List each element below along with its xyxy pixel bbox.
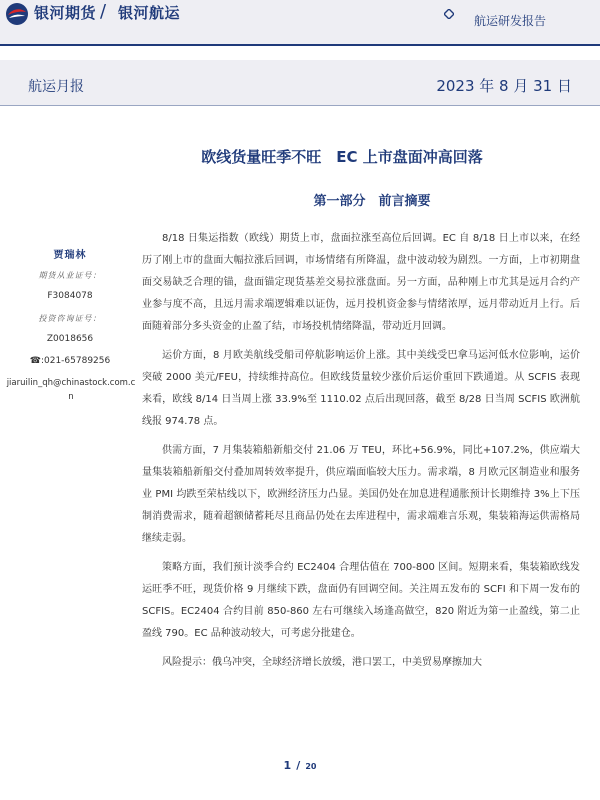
brand-separator: /: [100, 1, 107, 22]
analyst-name: 贾瑞林: [53, 250, 87, 261]
consult-label: 投资咨询证号：: [38, 314, 102, 323]
brand-secondary: 银河航运: [118, 4, 181, 22]
report-series: 航运月报: [28, 79, 84, 95]
section-title: 第一部分 前言摘要: [313, 194, 431, 209]
paragraph-strategy: 策略方面，我们预计淡季合约 EC2404 合理估值在 700-800 区间。短期来看，集装箱欧线发运旺季不旺，现货价格 9 月继续下跌，盘面仍有回调空间。关注周五发布的 SCFI 和下周一发布的 SCFIS。EC2404 合约目前 850-860 左右可继续入场逢高做空，820 附近为第一止盈线，第二止盈线 790。EC 品种波动较大，可考虑分批建仓。: [142, 562, 580, 639]
page-total: 20: [305, 762, 317, 771]
galaxy-logo-icon: [5, 2, 29, 26]
analyst-sidebar: [0, 246, 140, 404]
analyst-email[interactable]: jiaruilin_qh@chinastock.com.cn: [6, 378, 136, 402]
report-body: [142, 228, 580, 681]
report-subheader: [0, 60, 600, 106]
consult-value: Z0018656: [46, 334, 94, 344]
risk-note: 风险提示：俄乌冲突，全球经济增长放缓，港口罢工，中美贸易摩擦加大: [162, 657, 482, 668]
analyst-phone: ☎:021-65789256: [29, 356, 111, 366]
report-date: 2023 年 8 月 31 日: [436, 77, 572, 95]
paragraph-supply-demand: 供需方面，7 月集装箱船新船交付 21.06 万 TEU，环比+56.9%，同比+107.2%，供应端大量集装箱船新船交付叠加周转效率提升，供应端面临较大压力。需求端，8 月欧元区制造业和服务业 PMI 均跌至荣枯线以下，欧洲经济压力凸显。美国仍处在加息进程通胀预计长期维持 3%上下压制消费需求，随着超额储蓄耗尽且商品仍处在去库进程中，需求端难言乐观，集装箱海运供需格局继续走弱。: [142, 445, 580, 544]
page-separator: /: [296, 759, 301, 772]
header-bar: [0, 0, 600, 46]
license-value: F3084078: [47, 291, 93, 301]
page-number: [0, 754, 600, 773]
brand-primary: 银河期货: [34, 4, 97, 22]
paragraph-market: 8/18 日集运指数（欧线）期货上市，盘面拉涨至高位后回调。EC 自 8/18 日上市以来，在经历了刚上市的盘面大幅拉涨后回调，市场情绪有所降温，盘中波动较为剧烈。一方面，上市初期盘面交易缺乏合理的锚，盘面锚定现货基差交易拉涨盘面。另一方面，品种刚上市尤其是远月合约产业参与度不高，且远月需求端逻辑难以证伪，远月投机资金参与情绪浓厚，远月带动近月上行。后面随着部分多头资金的止盈了结，市场投机情绪降温，带动近月回调。: [142, 233, 580, 332]
page-title: 欧线货量旺季不旺 EC 上市盘面冲高回落: [201, 148, 483, 166]
diamond-icon: [444, 9, 454, 19]
license-label: 期货从业证号：: [38, 271, 102, 280]
paragraph-freight: 运价方面，8 月欧美航线受船司停航影响运价上涨。其中美线受巴拿马运河低水位影响，运价突破 2000 美元/FEU，持续维持高位。但欧线货量较少涨价后运价重回下跌通道。从 SCFIS 表现来看，欧线 8/14 日当周上涨 33.9%至 1110.02 点后出现回落，截至 8/28 日当周 SCFIS 欧洲航线报 974.78 点。: [142, 350, 580, 427]
report-type: 航运研发报告: [474, 14, 547, 28]
page-current: 1: [283, 759, 292, 772]
